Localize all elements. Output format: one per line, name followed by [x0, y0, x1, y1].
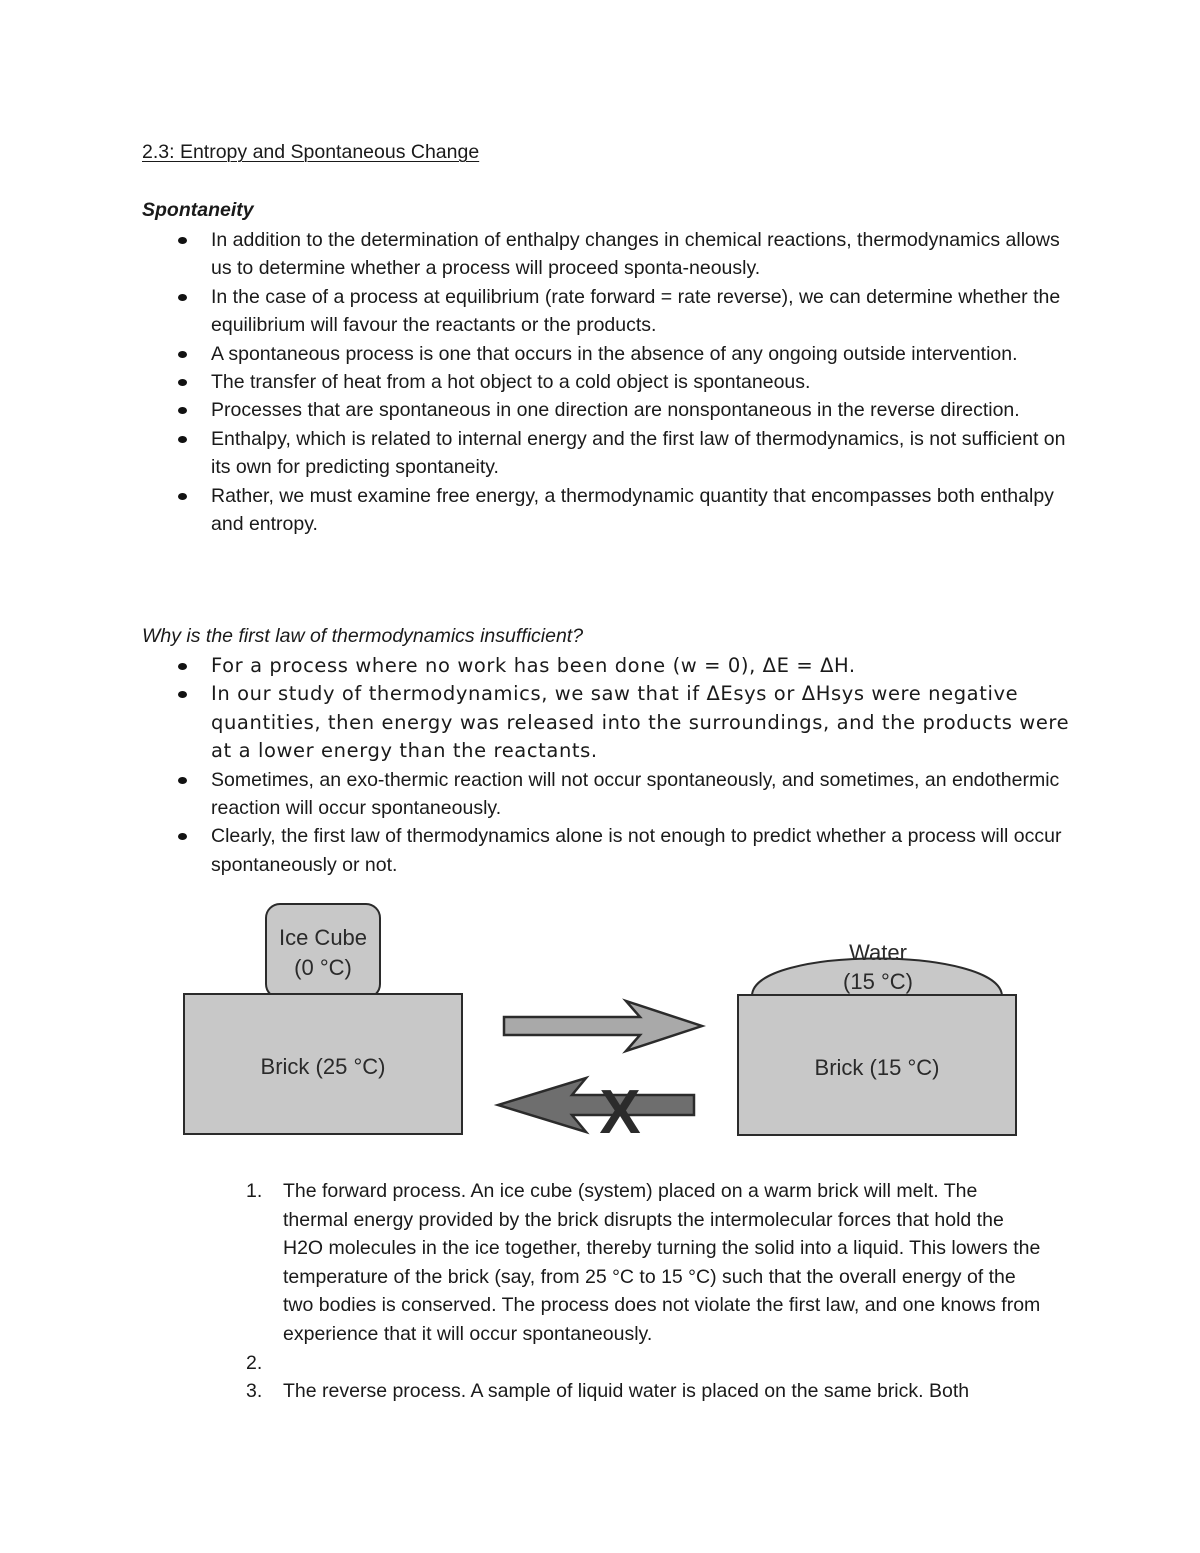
bullet-item [0, 425, 1071, 482]
bullet-text: Clearly, the first law of thermodynamics alone is not enough to predict whether a process will occur spontaneously or not. [211, 825, 1062, 876]
bullet-text: A spontaneous process is one that occurs in the absence of any ongoing outside intervention. [211, 342, 1018, 365]
bullet-dot-icon [178, 379, 187, 386]
spontaneity-heading: Spontaneity [142, 199, 254, 221]
spontaneity-bullet-list [0, 226, 1200, 538]
bullet-text: Sometimes, an exo-thermic reaction will not occur spontaneously, and sometimes, an endothermic reaction will occur spontaneously. [211, 768, 1060, 820]
brick-left-label: Brick (25 °C) [260, 1054, 386, 1079]
item-number: 3. [246, 1380, 263, 1403]
bullet-text: Rather, we must examine free energy, a thermodynamic quantity that encompasses both enthalpy and entropy. [211, 484, 1054, 536]
bullet-text: The transfer of heat from a hot object to a cold object is spontaneous. [211, 371, 811, 394]
bullet-dot-icon [178, 407, 187, 414]
item-text: The reverse process. A sample of liquid water is placed on the same brick. Both [283, 1380, 970, 1403]
numbered-item [0, 1349, 1043, 1378]
process-numbered-list [0, 1177, 1043, 1406]
ice-cube-shape [266, 904, 380, 998]
reverse-arrow-icon [498, 1078, 694, 1132]
bullet-text: Processes that are spontaneous in one direction are nonspontaneous in the reverse direction. [211, 399, 1020, 422]
bullet-item [0, 340, 1071, 368]
bullet-item [0, 368, 1071, 396]
ice-cube-temp-label: (0 °C) [294, 955, 352, 980]
brick-right-label: Brick (15 °C) [814, 1055, 940, 1080]
bullet-dot-icon [178, 691, 187, 698]
bullet-item [0, 482, 1071, 539]
item-number: 1. [246, 1180, 263, 1202]
bullet-item [0, 283, 1071, 340]
ice-brick-diagram [180, 898, 1020, 1140]
bullet-dot-icon [178, 777, 187, 784]
bullet-text: In our study of thermodynamics, we saw that if ΔEsys or ΔHsys were negative quantities, then energy was released into the surroundings, and the products were at a lower energy than the reactants. [211, 682, 1070, 763]
water-temp-label: (15 °C) [843, 969, 913, 994]
bullet-dot-icon [178, 351, 187, 358]
bullet-dot-icon [178, 436, 187, 443]
bullet-item [0, 396, 1071, 424]
bullet-dot-icon [178, 833, 187, 840]
blocked-x-icon: X [599, 1078, 641, 1140]
water-label: Water [849, 940, 907, 965]
bullet-item [0, 652, 1071, 680]
bullet-dot-icon [178, 493, 187, 500]
bullet-item [0, 680, 1071, 765]
bullet-dot-icon [178, 294, 187, 301]
bullet-text: In the case of a process at equilibrium (rate forward = rate reverse), we can determine whether the equilibrium will favour the reactants or the products. [211, 285, 1061, 337]
bullet-item [0, 226, 1071, 283]
bullet-item [0, 766, 1071, 823]
bullet-item [0, 822, 1071, 879]
ice-cube-label: Ice Cube [278, 925, 368, 950]
item-number: 2. [246, 1351, 263, 1374]
numbered-item [0, 1177, 1043, 1349]
bullet-dot-icon [178, 663, 187, 670]
bullet-dot-icon [178, 237, 187, 244]
bullet-text: In addition to the determination of enthalpy changes in chemical reactions, thermodynamics allows us to determine whether a process will proceed sponta-neously. [211, 229, 1060, 280]
bullet-text: Enthalpy, which is related to internal energy and the first law of thermodynamics, is not sufficient on its own for predicting spontaneity. [211, 427, 1066, 479]
section-title: 2.3: Entropy and Spontaneous Change [142, 141, 480, 163]
numbered-item [0, 1377, 1043, 1406]
item-text: The forward process. An ice cube (system) placed on a warm brick will melt. The thermal energy provided by the brick disrupts the intermolecular forces that hold the H2O molecules in the ice together, thereby turning the solid into a liquid. This lowers the temperature of the brick (say, from 25 °C to 15 °C) such that the overall energy of the two bodies is conserved. The process does not violate the first law, and one knows from experience that it will occur spontaneously. [283, 1180, 1041, 1345]
first-law-heading: Why is the first law of thermodynamics insufficient? [142, 625, 584, 647]
bullet-text: For a process where no work has been done (w = 0), ΔE = ΔH. [211, 654, 856, 677]
first-law-bullet-list [0, 652, 1200, 879]
forward-arrow-icon [504, 1001, 702, 1051]
